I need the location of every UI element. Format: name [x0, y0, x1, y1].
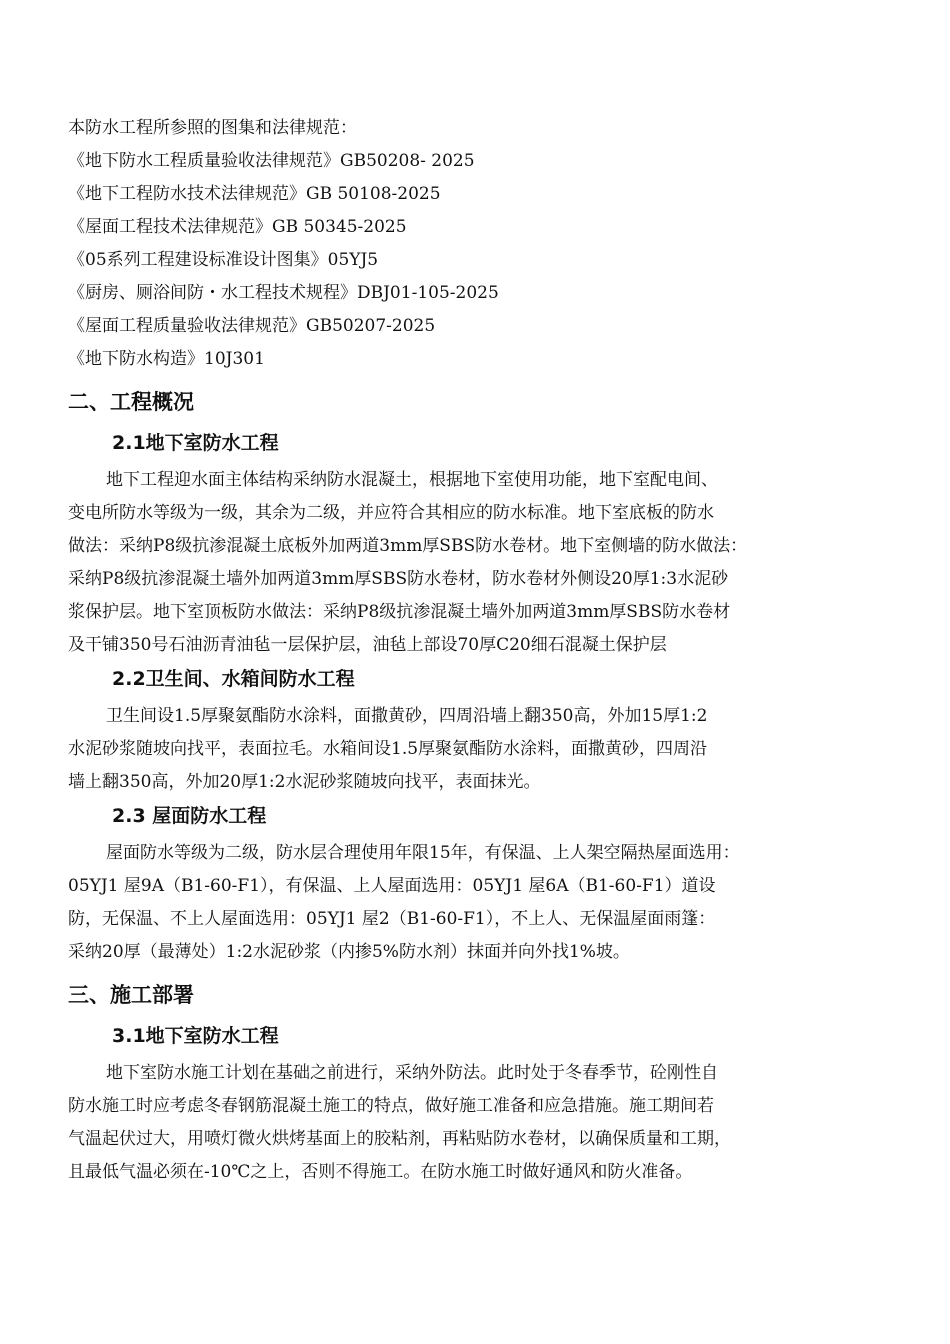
reference-item: 《地下防水构造》10J301	[68, 349, 265, 369]
paragraph-line: 地下工程迎水面主体结构采纳防水混凝土，根据地下室使用功能，地下室配电间、	[106, 470, 718, 490]
paragraph-line: 且最低气温必须在-10℃之上，否则不得施工。在防水施工时做好通风和防火准备。	[68, 1162, 693, 1182]
subsection-heading-basement: 2.1地下室防水工程	[112, 432, 279, 454]
paragraph-line: 采纳P8级抗渗混凝土墙外加两道3mm厚SBS防水卷材，防水卷材外侧设20厚1:3水泥砂	[68, 569, 729, 589]
reference-item: 《地下工程防水技术法律规范》GB 50108-2025	[68, 184, 441, 204]
section-heading-deployment: 三、施工部署	[68, 983, 194, 1007]
paragraph-bathroom-waterproofing	[68, 700, 828, 799]
subsection-heading-roof: 2.3 屋面防水工程	[112, 805, 267, 827]
paragraph-roof-waterproofing	[68, 837, 828, 969]
section-heading-overview: 二、工程概况	[68, 390, 194, 414]
paragraph-line: 水泥砂浆随坡向找平，表面拉毛。水箱间设1.5厚聚氨酯防水涂料，面撒黄砂，四周沿	[68, 739, 708, 759]
paragraph-line: 浆保护层。地下室顶板防水做法：采纳P8级抗渗混凝土墙外加两道3mm厚SBS防水卷材	[68, 602, 731, 622]
reference-item: 《屋面工程技术法律规范》GB 50345-2025	[68, 217, 407, 237]
document-page	[68, 112, 828, 1189]
paragraph-basement-waterproofing	[68, 464, 828, 662]
paragraph-line: 防，无保温、不上人屋面选用：05YJ1 屋2（B1-60-F1），不上人、无保温屋面雨篷：	[68, 909, 716, 929]
paragraph-basement-construction	[68, 1057, 828, 1189]
reference-item: 《厨房、厕浴间防・水工程技术规程》DBJ01-105-2025	[68, 283, 499, 303]
paragraph-line: 防水施工时应考虑冬春钢筋混凝土施工的特点，做好施工准备和应急措施。施工期间若	[68, 1096, 714, 1116]
paragraph-line: 墙上翻350高，外加20厚1:2水泥砂浆随坡向找平，表面抹光。	[68, 772, 541, 792]
paragraph-line: 卫生间设1.5厚聚氨酯防水涂料，面撒黄砂，四周沿墙上翻350高，外加15厚1:2	[106, 706, 708, 726]
paragraph-line: 做法：采纳P8级抗渗混凝土底板外加两道3mm厚SBS防水卷材。地下室侧墙的防水做法：	[68, 536, 748, 556]
subsection-heading-bathroom: 2.2卫生间、水箱间防水工程	[112, 668, 355, 690]
paragraph-line: 屋面防水等级为二级，防水层合理使用年限15年，有保温、上人架空隔热屋面选用：	[106, 843, 740, 863]
reference-item: 《屋面工程质量验收法律规范》GB50207-2025	[68, 316, 436, 336]
paragraph-line: 05YJ1 屋9A（B1-60-F1），有保温、上人屋面选用：05YJ1 屋6A（B1-60-F1）道设	[68, 876, 716, 896]
reference-item: 《05系列工程建设标准设计图集》05YJ5	[68, 250, 379, 270]
paragraph-line: 气温起伏过大，用喷灯微火烘烤基面上的胶粘剂，再粘贴防水卷材，以确保质量和工期，	[68, 1129, 731, 1149]
paragraph-line: 变电所防水等级为一级，其余为二级，并应符合其相应的防水标准。地下室底板的防水	[68, 503, 714, 523]
subsection-heading-basement-construction: 3.1地下室防水工程	[112, 1025, 279, 1047]
intro-lead: 本防水工程所参照的图集和法律规范：	[68, 118, 357, 138]
paragraph-line: 及干铺350号石油沥青油毡一层保护层，油毡上部设70厚C20细石混凝土保护层	[68, 635, 667, 655]
paragraph-line: 采纳20厚（最薄处）1:2水泥砂浆（内掺5%防水剂）抹面并向外找1%坡。	[68, 942, 630, 962]
reference-item: 《地下防水工程质量验收法律规范》GB50208- 2025	[68, 151, 475, 171]
paragraph-line: 地下室防水施工计划在基础之前进行，采纳外防法。此时处于冬春季节，砼刚性自	[106, 1063, 718, 1083]
